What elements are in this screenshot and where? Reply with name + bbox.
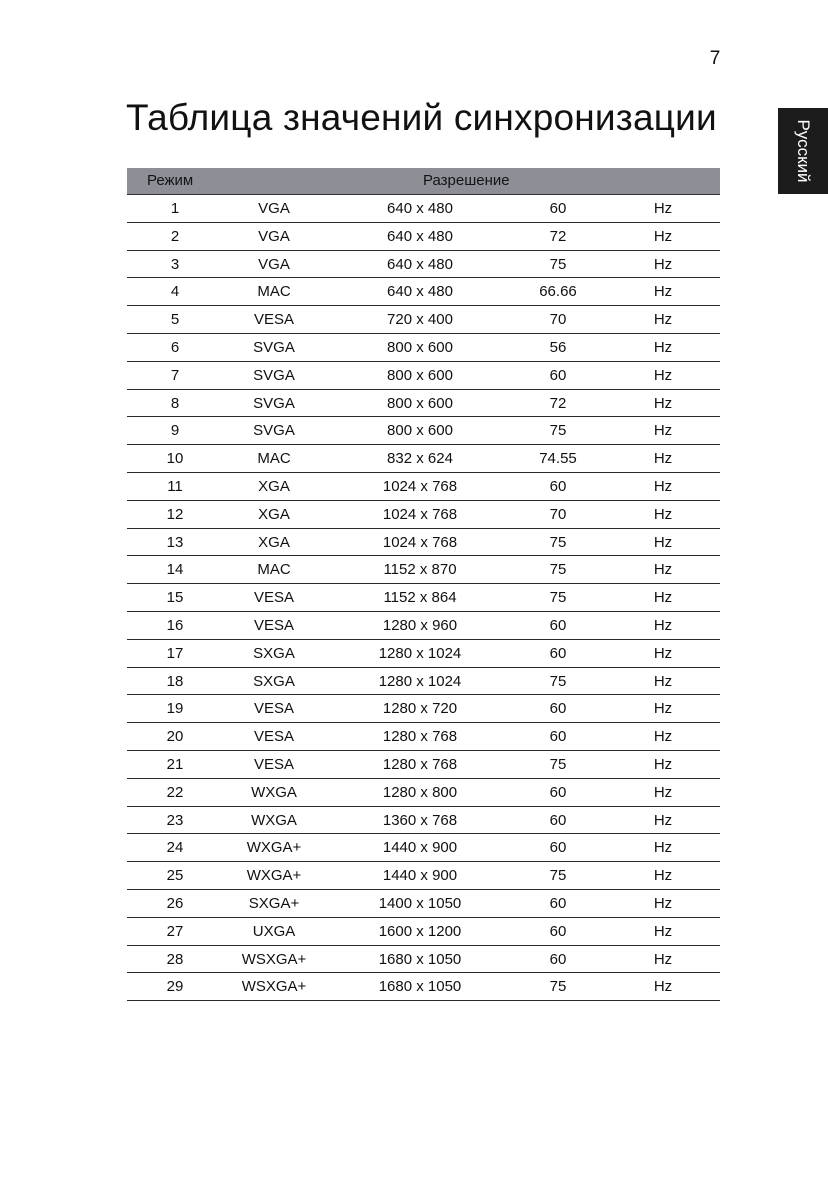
mode-cell: 11 <box>167 477 183 495</box>
refresh-rate-cell: 75 <box>549 867 567 885</box>
mode-cell: 1 <box>170 200 180 217</box>
standard-cell: SVGA <box>253 394 295 412</box>
refresh-rate-cell: 60 <box>549 616 567 634</box>
unit-cell: Hz <box>653 338 673 356</box>
table-row <box>127 612 720 640</box>
refresh-rate-cell: 60 <box>549 366 567 384</box>
unit-cell: Hz <box>653 672 673 690</box>
refresh-rate-cell: 70 <box>549 505 567 523</box>
standard-cell: VESA <box>253 728 295 746</box>
table-row <box>127 973 720 1001</box>
resolution-cell: 1680 x 1050 <box>378 950 462 968</box>
table-row <box>127 445 720 473</box>
resolution-cell: 800 x 600 <box>387 394 453 412</box>
unit-cell: Hz <box>653 783 673 801</box>
standard-cell: VGA <box>258 255 290 273</box>
unit-cell: Hz <box>653 894 673 912</box>
mode-cell: 3 <box>170 255 180 273</box>
standard-cell: WXGA+ <box>246 867 302 885</box>
standard-cell: VESA <box>253 589 295 607</box>
resolution-cell: 640 x 480 <box>387 255 453 273</box>
standard-cell: SXGA <box>253 672 295 690</box>
mode-cell: 8 <box>170 394 180 412</box>
unit-cell: Hz <box>653 366 673 384</box>
mode-cell: 12 <box>166 505 184 523</box>
refresh-rate-cell: 60 <box>549 811 567 829</box>
resolution-cell: 1280 x 960 <box>382 616 458 634</box>
standard-cell: SVGA <box>253 338 295 356</box>
resolution-cell: 640 x 480 <box>387 283 453 301</box>
refresh-rate-cell: 60 <box>549 477 567 495</box>
resolution-cell: 1280 x 768 <box>382 728 458 746</box>
table-row <box>127 473 720 501</box>
refresh-rate-cell: 75 <box>549 255 567 273</box>
refresh-rate-cell: 60 <box>549 200 567 217</box>
unit-cell: Hz <box>653 422 673 440</box>
mode-cell: 2 <box>170 227 180 245</box>
mode-cell: 14 <box>166 561 184 579</box>
resolution-cell: 1400 x 1050 <box>378 894 462 912</box>
page-number: 7 <box>709 48 721 69</box>
standard-cell: MAC <box>257 450 291 468</box>
standard-cell: SVGA <box>253 422 295 440</box>
mode-cell: 28 <box>166 950 184 968</box>
mode-cell: 13 <box>166 533 184 551</box>
table-row <box>127 390 720 418</box>
standard-cell: MAC <box>257 283 291 301</box>
table-header <box>127 168 720 195</box>
standard-cell: MAC <box>257 561 291 579</box>
refresh-rate-cell: 72 <box>549 227 567 245</box>
resolution-cell: 1280 x 1024 <box>378 672 462 690</box>
table-row <box>127 779 720 807</box>
refresh-rate-cell: 60 <box>549 922 567 940</box>
resolution-cell: 1024 x 768 <box>382 533 458 551</box>
unit-cell: Hz <box>653 950 673 968</box>
table-row <box>127 334 720 362</box>
unit-cell: Hz <box>653 589 673 607</box>
resolution-cell: 1440 x 900 <box>382 867 458 885</box>
table-row <box>127 501 720 529</box>
refresh-rate-cell: 60 <box>549 644 567 662</box>
language-tab <box>778 108 828 194</box>
refresh-rate-cell: 74.55 <box>539 450 577 468</box>
refresh-rate-cell: 70 <box>549 311 567 329</box>
mode-cell: 27 <box>166 922 184 940</box>
refresh-rate-cell: 60 <box>549 950 567 968</box>
language-tab-label: Русский <box>794 119 813 183</box>
standard-cell: VGA <box>258 227 290 245</box>
table-row <box>127 946 720 974</box>
standard-cell: SVGA <box>253 366 295 384</box>
resolution-cell: 1152 x 864 <box>383 589 457 607</box>
unit-cell: Hz <box>653 505 673 523</box>
timing-table <box>127 195 720 1001</box>
refresh-rate-cell: 75 <box>549 533 567 551</box>
table-row <box>127 723 720 751</box>
resolution-cell: 1024 x 768 <box>382 477 458 495</box>
unit-cell: Hz <box>653 978 673 996</box>
unit-cell: Hz <box>653 394 673 412</box>
table-row <box>127 695 720 723</box>
refresh-rate-cell: 75 <box>549 422 567 440</box>
standard-cell: VESA <box>253 311 295 329</box>
mode-cell: 10 <box>166 450 184 468</box>
unit-cell: Hz <box>653 755 673 773</box>
table-row <box>127 640 720 668</box>
table-row <box>127 556 720 584</box>
table-row <box>127 417 720 445</box>
mode-cell: 18 <box>166 672 184 690</box>
refresh-rate-cell: 60 <box>549 728 567 746</box>
table-row <box>127 306 720 334</box>
mode-cell: 20 <box>166 728 184 746</box>
unit-cell: Hz <box>653 644 673 662</box>
refresh-rate-cell: 60 <box>549 783 567 801</box>
resolution-cell: 1280 x 720 <box>382 700 458 718</box>
unit-cell: Hz <box>653 533 673 551</box>
unit-cell: Hz <box>653 839 673 857</box>
unit-cell: Hz <box>653 561 673 579</box>
mode-cell: 17 <box>166 644 184 662</box>
unit-cell: Hz <box>653 728 673 746</box>
standard-cell: WSXGA+ <box>241 978 307 996</box>
standard-cell: VESA <box>253 616 295 634</box>
resolution-cell: 832 x 624 <box>387 450 453 468</box>
table-row <box>127 862 720 890</box>
mode-cell: 4 <box>170 283 180 301</box>
table-row <box>127 834 720 862</box>
mode-cell: 15 <box>166 589 184 607</box>
table-row <box>127 529 720 557</box>
unit-cell: Hz <box>653 616 673 634</box>
table-row <box>127 807 720 835</box>
table-row <box>127 584 720 612</box>
table-row <box>127 890 720 918</box>
unit-cell: Hz <box>653 700 673 718</box>
standard-cell: SXGA+ <box>248 894 300 912</box>
page-title: Таблица значений синхронизации <box>126 97 717 138</box>
refresh-rate-cell: 72 <box>549 394 567 412</box>
standard-cell: WSXGA+ <box>241 950 307 968</box>
mode-cell: 16 <box>166 616 184 634</box>
resolution-cell: 1280 x 800 <box>382 783 458 801</box>
standard-cell: XGA <box>258 505 290 523</box>
standard-cell: VESA <box>253 700 295 718</box>
mode-cell: 29 <box>166 978 184 996</box>
unit-cell: Hz <box>653 227 673 245</box>
header-resolution: Разрешение <box>423 172 510 189</box>
unit-cell: Hz <box>653 255 673 273</box>
unit-cell: Hz <box>653 283 673 301</box>
standard-cell: WXGA <box>251 783 297 801</box>
resolution-cell: 1280 x 768 <box>382 755 458 773</box>
resolution-cell: 800 x 600 <box>387 366 453 384</box>
resolution-cell: 1360 x 768 <box>382 811 458 829</box>
standard-cell: VGA <box>258 200 290 217</box>
table-row <box>127 251 720 279</box>
refresh-rate-cell: 60 <box>549 839 567 857</box>
mode-cell: 21 <box>166 755 184 773</box>
mode-cell: 24 <box>166 839 184 857</box>
refresh-rate-cell: 75 <box>549 589 567 607</box>
standard-cell: XGA <box>258 477 290 495</box>
resolution-cell: 1280 x 1024 <box>378 644 462 662</box>
table-row <box>127 362 720 390</box>
unit-cell: Hz <box>653 922 673 940</box>
mode-cell: 22 <box>166 783 184 801</box>
standard-cell: WXGA <box>251 811 297 829</box>
unit-cell: Hz <box>653 811 673 829</box>
resolution-cell: 640 x 480 <box>387 200 453 217</box>
standard-cell: WXGA+ <box>246 839 302 857</box>
unit-cell: Hz <box>653 477 673 495</box>
mode-cell: 5 <box>170 311 180 329</box>
resolution-cell: 1600 x 1200 <box>378 922 462 940</box>
standard-cell: UXGA <box>252 922 296 940</box>
resolution-cell: 640 x 480 <box>387 227 453 245</box>
mode-cell: 25 <box>166 867 184 885</box>
refresh-rate-cell: 75 <box>549 672 567 690</box>
refresh-rate-cell: 66.66 <box>539 283 577 301</box>
unit-cell: Hz <box>653 450 673 468</box>
standard-cell: VESA <box>253 755 295 773</box>
table-row <box>127 668 720 696</box>
table-row <box>127 278 720 306</box>
refresh-rate-cell: 75 <box>549 561 567 579</box>
resolution-cell: 800 x 600 <box>387 422 453 440</box>
standard-cell: SXGA <box>253 644 295 662</box>
resolution-cell: 800 x 600 <box>387 338 453 356</box>
resolution-cell: 1152 x 870 <box>383 561 457 579</box>
resolution-cell: 1440 x 900 <box>382 839 458 857</box>
resolution-cell: 1680 x 1050 <box>378 978 462 996</box>
unit-cell: Hz <box>653 200 673 217</box>
resolution-cell: 1024 x 768 <box>382 505 458 523</box>
mode-cell: 7 <box>170 366 180 384</box>
mode-cell: 9 <box>170 422 180 440</box>
refresh-rate-cell: 75 <box>549 755 567 773</box>
mode-cell: 19 <box>166 700 184 718</box>
table-row <box>127 751 720 779</box>
table-row <box>127 223 720 251</box>
unit-cell: Hz <box>653 867 673 885</box>
standard-cell: XGA <box>258 533 290 551</box>
resolution-cell: 720 x 400 <box>387 311 453 329</box>
refresh-rate-cell: 60 <box>549 700 567 718</box>
refresh-rate-cell: 60 <box>549 894 567 912</box>
mode-cell: 23 <box>166 811 184 829</box>
refresh-rate-cell: 56 <box>549 338 567 356</box>
mode-cell: 6 <box>170 338 180 356</box>
table-row <box>127 918 720 946</box>
table-row <box>127 195 720 223</box>
mode-cell: 26 <box>166 894 184 912</box>
header-mode: Режим <box>147 172 194 189</box>
refresh-rate-cell: 75 <box>549 978 567 996</box>
unit-cell: Hz <box>653 311 673 329</box>
